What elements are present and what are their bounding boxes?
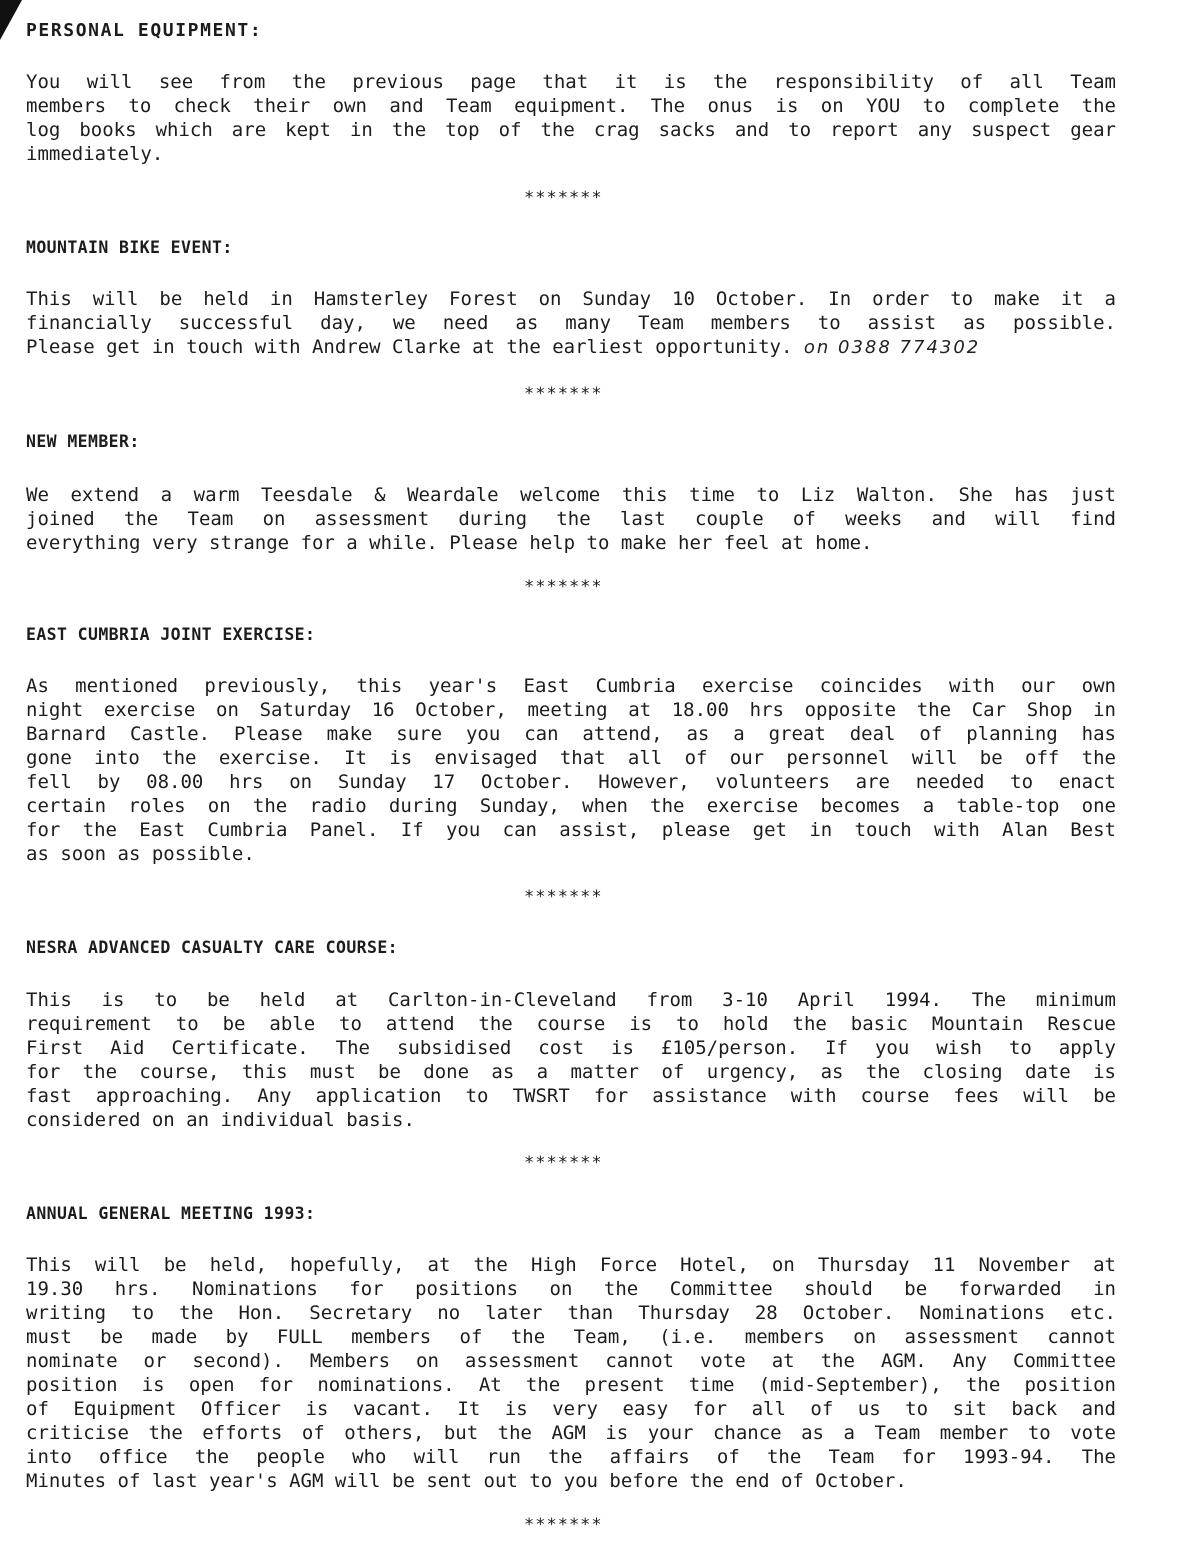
text-line: fast approaching. Any application to TWSRT for assistance with course fees will be	[26, 1085, 1116, 1107]
text-line-with-note	[26, 335, 1116, 360]
text-line: joined the Team on assessment during the last couple of weeks and will find	[26, 508, 1116, 530]
separator-stars: *******	[524, 1515, 603, 1535]
separator-stars: *******	[524, 188, 603, 208]
separator-stars: *******	[524, 384, 603, 404]
handwritten-phone-note: on 0388 774302	[803, 337, 981, 358]
section-nesra	[26, 938, 1116, 957]
separator-stars: *******	[524, 577, 603, 597]
text-line: Barnard Castle. Please make sure you can attend, as a great deal of planning has	[26, 723, 1116, 745]
heading-mountain-bike: MOUNTAIN BIKE EVENT:	[26, 238, 233, 257]
separator-stars: *******	[524, 887, 603, 907]
text-line: criticise the efforts of others, but the AGM is your chance as a Team member to vote	[26, 1422, 1116, 1444]
text-line: night exercise on Saturday 16 October, meeting at 18.00 hrs opposite the Car Shop in	[26, 699, 1116, 721]
corner-fold-mark	[0, 0, 22, 40]
section-new-member	[26, 432, 1116, 451]
text-line: as soon as possible.	[26, 843, 255, 865]
section-personal-equipment	[26, 20, 1116, 41]
text-line: for the course, this must be done as a matter of urgency, as the closing date is	[26, 1061, 1116, 1083]
section-east-cumbria	[26, 625, 1116, 644]
section-mountain-bike	[26, 238, 1116, 257]
text-line: fell by 08.00 hrs on Sunday 17 October. However, volunteers are needed to enact	[26, 771, 1116, 793]
text-line: log books which are kept in the top of the crag sacks and to report any suspect gear	[26, 119, 1116, 141]
text-line: 19.30 hrs. Nominations for positions on the Committee should be forwarded in	[26, 1278, 1116, 1300]
heading-east-cumbria: EAST CUMBRIA JOINT EXERCISE:	[26, 625, 316, 644]
text-line: nominate or second). Members on assessment cannot vote at the AGM. Any Committee	[26, 1350, 1116, 1372]
text-line: Please get in touch with Andrew Clarke at the earliest opportunity.	[26, 336, 793, 358]
text-line: First Aid Certificate. The subsidised cost is £105/person. If you wish to apply	[26, 1037, 1116, 1059]
section-agm	[26, 1204, 1116, 1223]
text-line: everything very strange for a while. Please help to make her feel at home.	[26, 532, 873, 554]
text-line: As mentioned previously, this year's East Cumbria exercise coincides with our own	[26, 675, 1116, 697]
text-line: for the East Cumbria Panel. If you can assist, please get in touch with Alan Best	[26, 819, 1116, 841]
text-line: Minutes of last year's AGM will be sent out to you before the end of October.	[26, 1470, 907, 1492]
text-line: This is to be held at Carlton-in-Cleveland from 3-10 April 1994. The minimum	[26, 989, 1116, 1011]
text-line: members to check their own and Team equipment. The onus is on YOU to complete the	[26, 95, 1116, 117]
heading-personal-equipment: PERSONAL EQUIPMENT:	[26, 20, 263, 41]
heading-nesra: NESRA ADVANCED CASUALTY CARE COURSE:	[26, 938, 399, 957]
text-line: We extend a warm Teesdale & Weardale welcome this time to Liz Walton. She has just	[26, 484, 1116, 506]
text-line: gone into the exercise. It is envisaged that all of our personnel will be off the	[26, 747, 1116, 769]
text-line: financially successful day, we need as many Team members to assist as possible.	[26, 312, 1116, 334]
heading-new-member: NEW MEMBER:	[26, 432, 140, 451]
text-line: requirement to be able to attend the course is to hold the basic Mountain Rescue	[26, 1013, 1116, 1035]
paragraph-mountain-bike	[26, 287, 1116, 360]
paragraph-nesra	[26, 988, 1116, 1132]
paragraph-east-cumbria	[26, 674, 1116, 866]
text-line: must be made by FULL members of the Team, (i.e. members on assessment cannot	[26, 1326, 1116, 1348]
separator-stars: *******	[524, 1153, 603, 1173]
heading-agm: ANNUAL GENERAL MEETING 1993:	[26, 1204, 316, 1223]
text-line: position is open for nominations. At the present time (mid-September), the position	[26, 1374, 1116, 1396]
text-line: of Equipment Officer is vacant. It is very easy for all of us to sit back and	[26, 1398, 1116, 1420]
text-line: considered on an individual basis.	[26, 1109, 415, 1131]
text-line: immediately.	[26, 143, 164, 165]
text-line: This will be held in Hamsterley Forest on Sunday 10 October. In order to make it a	[26, 288, 1116, 310]
text-line: into office the people who will run the affairs of the Team for 1993-94. The	[26, 1446, 1116, 1468]
paragraph-new-member	[26, 483, 1116, 555]
paragraph-agm	[26, 1253, 1116, 1493]
paragraph-personal-equipment	[26, 70, 1116, 166]
text-line: This will be held, hopefully, at the High Force Hotel, on Thursday 11 November at	[26, 1254, 1116, 1276]
text-line: You will see from the previous page that it is the responsibility of all Team	[26, 71, 1116, 93]
text-line: certain roles on the radio during Sunday, when the exercise becomes a table-top one	[26, 795, 1116, 817]
text-line: writing to the Hon. Secretary no later than Thursday 28 October. Nominations etc.	[26, 1302, 1116, 1324]
